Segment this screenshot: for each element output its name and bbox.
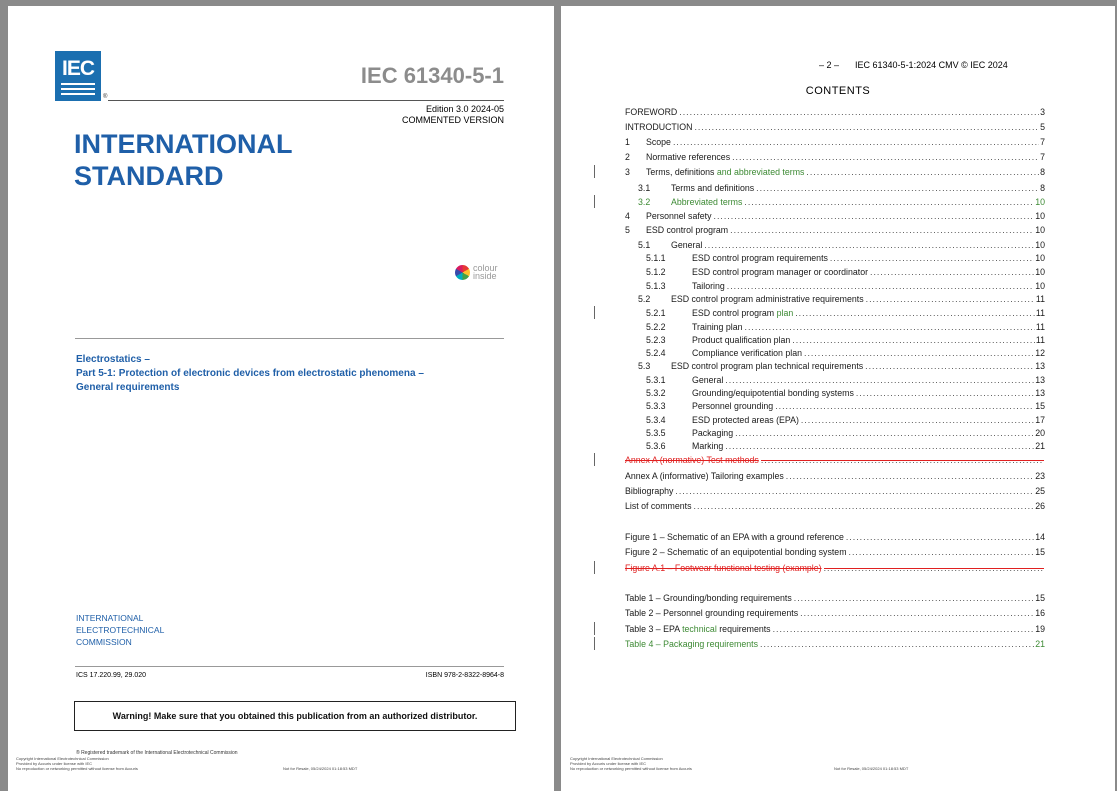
entry-title: ESD control program plan technical requirements (671, 361, 864, 371)
title-line-1: INTERNATIONAL (74, 129, 293, 159)
entry-title: Table 2 – Personnel grounding requirements (625, 608, 799, 619)
dot-leader (786, 470, 1034, 482)
added-text: plan (776, 308, 794, 318)
dot-leader (725, 440, 1034, 452)
dot-leader (694, 121, 1039, 133)
page-ref: 25 (1035, 486, 1045, 496)
dot-leader (744, 196, 1034, 208)
toc-entry[interactable] (625, 136, 1045, 148)
entry-title: Terms and definitions (671, 183, 755, 193)
toc-number: 5.2.4 (646, 348, 666, 358)
toc-number: 5.3.2 (646, 388, 666, 398)
contents-title: CONTENTS (805, 85, 871, 97)
copyright-footer (16, 756, 138, 771)
dot-leader (792, 334, 1035, 346)
entry-title: Annex A (informative) Tailoring examples (625, 471, 784, 481)
colour-badge-line-2: inside (473, 271, 497, 281)
figure-entry[interactable] (625, 562, 1045, 574)
toc-entry[interactable] (638, 182, 1045, 194)
change-bar (594, 561, 595, 574)
toc-number: 5.2.1 (646, 308, 666, 318)
toc-entry[interactable] (625, 106, 1045, 118)
cover-page (8, 6, 554, 791)
footer-line-1: Copyright International Electrotechnical Commission (16, 756, 109, 761)
dot-leader (694, 500, 1035, 512)
page-ref: 10 (1035, 240, 1045, 250)
dot-leader (846, 531, 1034, 543)
isbn: ISBN 978-2-8322-8964-8 (425, 672, 504, 679)
page-ref: 10 (1035, 253, 1045, 263)
page-ref: 11 (1035, 294, 1045, 304)
toc-entry[interactable] (625, 485, 1045, 497)
dot-leader (730, 224, 1034, 236)
page-ref: 8 (1040, 167, 1045, 177)
table-entry[interactable] (625, 623, 1045, 635)
toc-number: 5.2.3 (646, 335, 666, 345)
toc-entry[interactable] (646, 427, 1045, 439)
toc-entry[interactable] (625, 500, 1045, 512)
entry-title: Table 4 – Packaging requirements (625, 638, 759, 649)
toc-entry[interactable] (625, 470, 1045, 482)
entry-title: Terms, definitions (646, 167, 717, 177)
dot-leader (761, 454, 1044, 466)
toc-number: 5.2.2 (646, 322, 666, 332)
footer-line-2: Provided by Accuris under license with IEC (570, 761, 647, 766)
dot-leader (806, 166, 1039, 178)
ics-code: ICS 17.220.99, 29.020 (76, 672, 147, 679)
document-number: IEC 61340-5-1 (360, 63, 504, 88)
org-line-1: INTERNATIONAL (76, 613, 144, 623)
dot-leader (735, 427, 1034, 439)
toc-number: 5.3 (638, 361, 651, 371)
version: COMMENTED VERSION (401, 115, 504, 125)
toc-entry[interactable] (646, 440, 1045, 452)
header-rule (108, 100, 504, 101)
iec-logo (55, 51, 101, 101)
dot-leader (679, 106, 1039, 118)
dot-leader (800, 607, 1034, 619)
toc-number: 5.1 (638, 240, 651, 250)
iec-logo-text: IEC (61, 57, 94, 80)
entry-title: Bibliography (625, 486, 674, 496)
page-ref: 10 (1035, 267, 1045, 277)
toc-number: 5.1.2 (646, 267, 666, 277)
copyright-footer (570, 756, 692, 771)
dot-leader (775, 400, 1034, 412)
colour-wheel-icon (455, 265, 470, 280)
change-bar (594, 637, 595, 650)
page-ref: 21 (1035, 441, 1045, 451)
dot-leader (830, 252, 1034, 264)
trademark-note: ® Registered trademark of the International Electrotechnical Commission (76, 750, 238, 756)
toc-number: 2 (625, 152, 630, 162)
page-ref: 5 (1040, 122, 1045, 132)
entry-title: Figure 1 – Schematic of an EPA with a ground reference (625, 532, 844, 542)
page-ref: 11 (1035, 322, 1045, 332)
toc-number: 5.2 (638, 294, 651, 304)
entry-title: FOREWORD (625, 107, 678, 117)
registered-mark: ® (103, 94, 108, 100)
entry-title: ESD control program manager or coordinator (692, 267, 869, 277)
dot-leader (804, 347, 1034, 359)
entry-title: Packaging (692, 428, 734, 438)
toc-entry[interactable] (638, 239, 1045, 251)
toc-number: 5.3.4 (646, 415, 666, 425)
toc-number: 1 (625, 137, 630, 147)
entry-title: Figure 2 – Schematic of an equipotential bonding system (625, 547, 847, 558)
contents-page (561, 6, 1115, 791)
page-ref: 17 (1035, 415, 1045, 425)
dot-leader (756, 182, 1039, 194)
toc-number: 5.3.3 (646, 401, 666, 411)
toc-number: 5.3.5 (646, 428, 666, 438)
entry-title: Table 3 – EPA (625, 623, 683, 634)
document-type-title (74, 128, 292, 192)
page-ref (1044, 454, 1045, 466)
page-ref: 15 (1035, 401, 1045, 411)
entry-title: Personnel grounding (692, 401, 774, 411)
page-ref (1044, 562, 1045, 574)
subtitle-line-3: General requirements (76, 382, 180, 393)
page-ref: 21 (1035, 638, 1045, 649)
org-line-3: COMMISSION (76, 637, 132, 647)
entry-title: INTRODUCTION (625, 122, 693, 132)
entry-title: Scope (646, 137, 671, 147)
dot-leader (675, 485, 1034, 497)
dot-leader (801, 414, 1034, 426)
page-ref: 23 (1035, 471, 1045, 481)
change-bar (594, 165, 595, 178)
toc-entry[interactable] (638, 360, 1045, 372)
dot-leader (870, 266, 1034, 278)
toc-entry[interactable] (646, 400, 1045, 412)
table-entry[interactable] (625, 607, 1045, 619)
figure-entry[interactable] (625, 546, 1045, 558)
change-bar (594, 453, 595, 466)
entry-title: Personnel safety (646, 211, 712, 221)
page-ref: 10 (1035, 281, 1045, 291)
page-ref: 26 (1035, 501, 1045, 511)
toc-entry[interactable] (646, 414, 1045, 426)
dot-leader (856, 387, 1034, 399)
toc-entry[interactable] (646, 387, 1045, 399)
entry-title: ESD protected areas (EPA) (692, 415, 799, 425)
toc-entry[interactable] (646, 307, 1045, 319)
dot-leader (794, 592, 1034, 604)
page-ref: 15 (1035, 547, 1045, 558)
page-ref: 11 (1035, 308, 1045, 318)
toc-entry[interactable] (625, 454, 1045, 466)
toc-entry[interactable] (646, 266, 1045, 278)
page-ref: 10 (1035, 211, 1045, 221)
toc-entry[interactable] (625, 224, 1045, 236)
organization-name (76, 612, 164, 648)
footer-line-3: No reproduction or networking permitted without license from Accuris (570, 766, 692, 771)
entry-title: Grounding/equipotential bonding systems (692, 388, 854, 398)
dot-leader (704, 239, 1034, 251)
dot-leader (673, 136, 1039, 148)
entry-title: List of comments (625, 501, 692, 511)
colour-inside-badge (455, 264, 507, 284)
change-bar (594, 195, 595, 208)
dot-leader (732, 151, 1039, 163)
entry-title: Compliance verification plan (692, 348, 803, 358)
page-number: – 2 – (819, 60, 840, 70)
entry-title: Normative references (646, 152, 731, 162)
footer-line-3: No reproduction or networking permitted without license from Accuris (16, 766, 138, 771)
toc-number: 5.1.3 (646, 281, 666, 291)
table-entry[interactable] (625, 592, 1045, 604)
page-ref: 10 (1035, 225, 1045, 235)
toc-number: 3 (625, 167, 630, 177)
dot-leader (745, 321, 1035, 333)
page-ref: 11 (1035, 335, 1045, 345)
footer-line-2: Provided by Accuris under license with IEC (16, 761, 93, 766)
page-ref: 3 (1040, 107, 1045, 117)
page-ref: 13 (1035, 388, 1045, 398)
toc-entry[interactable] (625, 210, 1045, 222)
dot-leader (866, 293, 1035, 305)
page-ref: 12 (1035, 348, 1045, 358)
entry-title: Product qualification plan (692, 335, 791, 345)
page-ref: 10 (1035, 197, 1045, 207)
entry-title: Annex A (normative) Test methods (625, 455, 759, 465)
entry-title: Figure A.1 – Footwear functional testing (example) (625, 562, 822, 573)
dot-leader (849, 546, 1035, 558)
toc-entry[interactable] (646, 252, 1045, 264)
colour-badge-line-1: colour (473, 263, 498, 273)
toc-number: 5.3.6 (646, 441, 666, 451)
footer-line-1: Copyright International Electrotechnical Commission (570, 756, 663, 761)
toc-entry[interactable] (646, 374, 1045, 386)
entry-title: Marking (692, 441, 724, 451)
toc-number: 5.1.1 (646, 253, 666, 263)
entry-title: ESD control program administrative requirements (671, 294, 864, 304)
dot-leader (727, 280, 1034, 292)
toc-entry[interactable] (638, 293, 1045, 305)
page-ref: 15 (1035, 593, 1045, 603)
entry-title: Table 1 – Grounding/bonding requirements (625, 593, 792, 603)
entry-title: Tailoring (692, 281, 725, 291)
entry-title: ESD control program (646, 225, 729, 235)
page-ref: 16 (1035, 608, 1045, 619)
table-entry[interactable] (625, 638, 1045, 650)
entry-title-cont: requirements (716, 623, 771, 634)
page-ref: 13 (1035, 375, 1045, 385)
page-header (819, 60, 1008, 70)
figure-entry[interactable] (625, 531, 1045, 543)
toc-entry[interactable] (646, 280, 1045, 292)
entry-title: Abbreviated terms (671, 197, 743, 207)
toc-entry[interactable] (646, 347, 1045, 359)
page-ref: 14 (1035, 532, 1045, 542)
entry-title: Training plan (692, 322, 743, 332)
resale-notice: Not for Resale, 05/24/2024 01:18:53 MDT (283, 766, 358, 771)
dot-leader (795, 307, 1035, 319)
org-line-2: ELECTROTECHNICAL (76, 625, 165, 635)
dot-leader (714, 210, 1035, 222)
subtitle-line-2: Part 5-1: Protection of electronic devices from electrostatic phenomena – (76, 368, 424, 379)
added-text: and abbreviated terms (716, 167, 805, 177)
page-ref: 20 (1035, 428, 1045, 438)
toc-entry[interactable] (625, 166, 1045, 178)
page-ref: 19 (1035, 623, 1045, 634)
page-ref: 8 (1040, 183, 1045, 193)
toc-number: 5.3.1 (646, 375, 666, 385)
toc-entry[interactable] (625, 121, 1045, 133)
entry-title: General (692, 375, 724, 385)
toc-number: 5 (625, 225, 630, 235)
page-ref: 7 (1040, 137, 1045, 147)
page-ref: 13 (1035, 361, 1045, 371)
toc-entry[interactable] (646, 321, 1045, 333)
subtitle-line-1: Electrostatics – (76, 354, 150, 365)
page-ref: 7 (1040, 152, 1045, 162)
change-bar (594, 622, 595, 635)
dot-leader (760, 638, 1034, 650)
title-line-2: STANDARD (74, 161, 224, 191)
toc-number: 4 (625, 211, 630, 221)
dot-leader (865, 360, 1034, 372)
toc-entry[interactable] (646, 334, 1045, 346)
added-text: technical (682, 623, 717, 634)
dot-leader (725, 374, 1034, 386)
change-bar (594, 306, 595, 319)
divider (75, 338, 504, 339)
toc-number: 3.2 (638, 197, 651, 207)
toc-number: 3.1 (638, 183, 651, 193)
dot-leader (824, 562, 1044, 574)
document-subtitle (76, 353, 496, 395)
resale-notice: Not for Resale, 05/24/2024 01:18:53 MDT (834, 766, 909, 771)
edition: Edition 3.0 2024-05 (425, 104, 504, 114)
dot-leader (773, 623, 1035, 635)
toc-entry[interactable] (625, 151, 1045, 163)
entry-title: General (671, 240, 703, 250)
divider (75, 666, 504, 667)
toc-entry[interactable] (638, 196, 1045, 208)
entry-title: ESD control program (692, 308, 777, 318)
entry-title: ESD control program requirements (692, 253, 828, 263)
page-header-title: IEC 61340-5-1:2024 CMV © IEC 2024 (855, 60, 1008, 70)
warning-box: Warning! Make sure that you obtained this publication from an authorized distributor. (74, 701, 516, 731)
